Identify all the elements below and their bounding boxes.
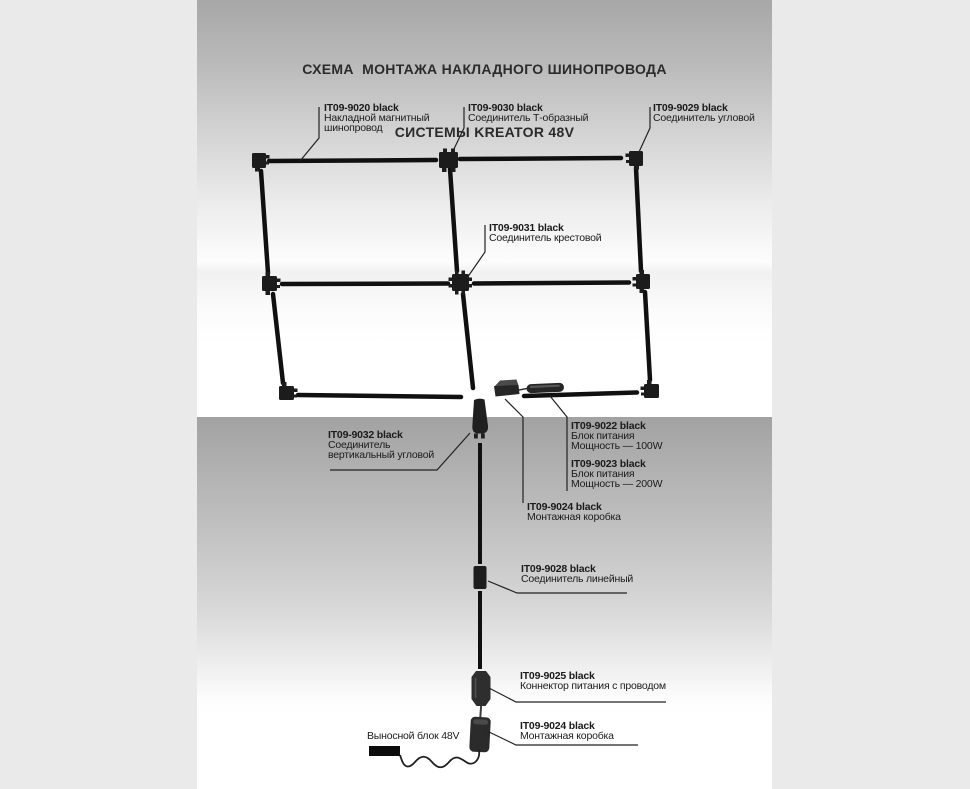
- label-desc: Соединитель угловой: [653, 111, 755, 124]
- label-it09-9020: [324, 104, 429, 133]
- label-remote-block: [367, 732, 459, 742]
- title-line-1: СХЕМА МОНТАЖА НАКЛАДНОГО ШИНОПРОВОДА: [302, 61, 667, 77]
- label-it09-9031: [489, 224, 601, 244]
- label-it09-9022: [571, 422, 662, 451]
- label-code: IT09-9030 black: [468, 102, 543, 114]
- label-code: IT09-9023 black: [571, 458, 646, 470]
- remote-block-cord: [400, 750, 479, 767]
- title-line-2: СИСТЕМЫ KREATOR 48V: [394, 124, 575, 140]
- mounting-box-wall: [469, 717, 491, 753]
- label-it09-9028: [521, 565, 633, 585]
- psu-link-cord: [519, 389, 527, 391]
- label-desc: шинопровод: [324, 121, 383, 134]
- label-desc: Мощность — 200W: [571, 477, 663, 490]
- label-desc: Коннектор питания с проводом: [520, 679, 666, 692]
- label-desc: вертикальный угловой: [328, 448, 435, 461]
- power-supply-driver: [526, 383, 564, 394]
- corner-connector-bottom-right-icon: [641, 380, 660, 398]
- label-desc: Блок питания: [571, 429, 635, 442]
- remote-power-block: [369, 746, 400, 756]
- label-code: IT09-9025 black: [520, 670, 595, 682]
- leader-9031: [467, 225, 485, 278]
- track-mid-right: [474, 283, 629, 284]
- label-desc: Соединитель крестовой: [489, 231, 602, 244]
- track-bottom-left: [298, 395, 461, 397]
- label-code: IT09-9031 black: [489, 222, 564, 234]
- label-desc: Мощность — 100W: [571, 439, 663, 452]
- track-col-left-lower: [273, 294, 283, 383]
- label-it09-9024-ceiling: [527, 503, 621, 523]
- track-col-mid-lower: [463, 294, 473, 388]
- track-mid-left: [282, 284, 448, 285]
- label-it09-9030: [468, 104, 588, 124]
- leader-9022-9023: [550, 396, 567, 491]
- label-it09-9024-wall: [520, 722, 614, 742]
- label-desc: Соединитель линейный: [521, 572, 634, 585]
- leader-9024a: [505, 399, 523, 503]
- track-bottom-right: [524, 393, 637, 397]
- label-desc: Блок питания: [571, 467, 635, 480]
- label-it09-9029: [653, 104, 755, 124]
- track-col-left-upper: [261, 171, 268, 273]
- label-code: IT09-9024 black: [527, 501, 602, 513]
- page-title: [197, 17, 772, 185]
- cross-connector-icon: [449, 271, 473, 295]
- connectors: [252, 149, 659, 401]
- label-code: IT09-9022 black: [571, 420, 646, 432]
- label-desc: Соединитель: [328, 438, 391, 451]
- label-code: IT09-9032 black: [328, 429, 403, 441]
- label-desc: Монтажная коробка: [527, 510, 621, 523]
- label-code: IT09-9020 black: [324, 102, 399, 114]
- connector-box-cord: [480, 706, 481, 718]
- t-connector-mid-right-icon: [633, 270, 651, 293]
- linear-connector-icon: [474, 566, 487, 589]
- label-desc: Накладной магнитный: [324, 111, 430, 124]
- label-desc: Монтажная коробка: [520, 729, 614, 742]
- power-feed-connector-icon: [472, 671, 491, 706]
- mounting-box-ceiling: [494, 380, 520, 397]
- label-desc: Соединитель Т-образный: [468, 111, 589, 124]
- track-col-right-lower: [645, 292, 650, 380]
- vertical-corner-connector-icon: [472, 399, 488, 439]
- label-it09-9025: [520, 672, 666, 692]
- label-desc: Выносной блок 48V: [367, 730, 460, 742]
- label-code: IT09-9028 black: [521, 563, 596, 575]
- label-it09-9032: [328, 431, 434, 460]
- label-code: IT09-9029 black: [653, 102, 728, 114]
- label-it09-9023: [571, 460, 662, 489]
- label-code: IT09-9024 black: [520, 720, 595, 732]
- t-connector-mid-left-icon: [262, 272, 281, 295]
